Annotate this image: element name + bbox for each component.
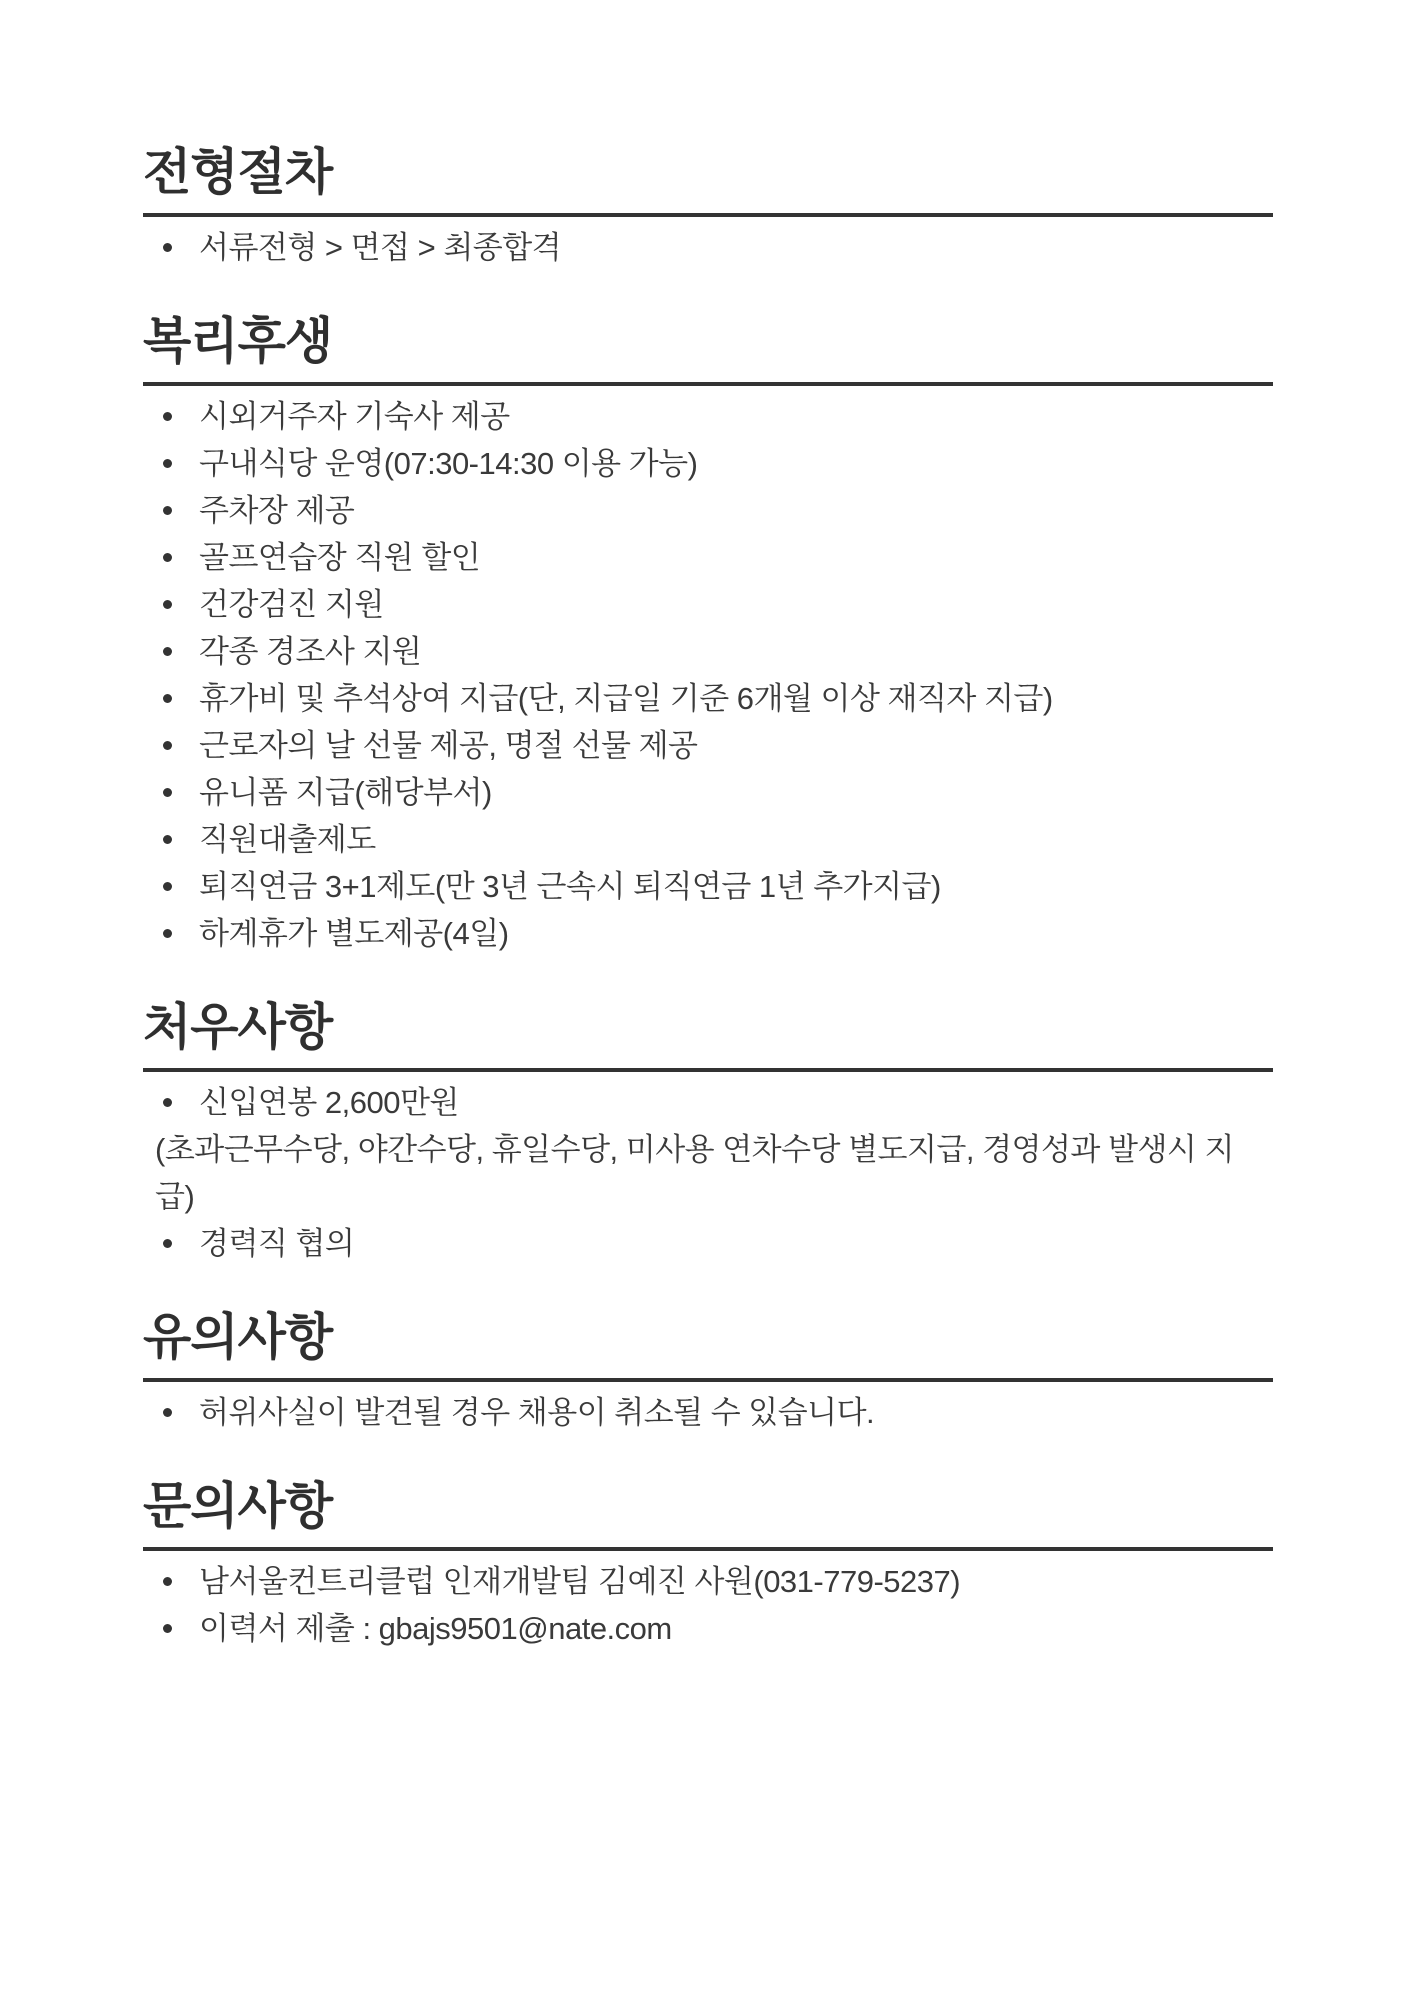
list-item: [143, 393, 1273, 440]
benefits-heading: 복리후생: [143, 313, 333, 369]
list-item: [143, 1389, 1273, 1436]
selection-process-list: [143, 224, 1273, 271]
list-item: [143, 722, 1273, 769]
notices-heading: 유의사항: [143, 1309, 333, 1365]
inquiries-heading: 문의사항: [143, 1478, 333, 1534]
list-item-text: 각종 경조사 지원: [199, 634, 422, 669]
list-item-text: 휴가비 및 추석상여 지급(단, 지급일 기준 6개월 이상 재직자 지급): [199, 681, 1053, 716]
resume-email-text: 이력서 제출 : gbajs9501@nate.com: [199, 1611, 672, 1646]
list-item: [143, 1605, 1273, 1652]
section-inquiries: [143, 1478, 1273, 1652]
inquiries-list: [143, 1558, 1273, 1652]
bullet-dot-icon: [163, 647, 172, 656]
compensation-heading: 처우사항: [143, 999, 333, 1055]
list-item: [143, 675, 1273, 722]
bullet-dot-icon: [163, 1577, 172, 1586]
section-compensation: [143, 999, 1273, 1267]
section-selection-process: [143, 144, 1273, 271]
salary-note: (초과근무수당, 야간수당, 휴일수당, 미사용 연차수당 별도지급, 경영성과 발생시 지급): [155, 1132, 1234, 1214]
notices-list: [143, 1389, 1273, 1436]
list-item-text: 하계휴가 별도제공(4일): [199, 916, 509, 951]
contact-person-text: 남서울컨트리클럽 인재개발팀 김예진 사원(031-779-5237): [199, 1564, 961, 1599]
selection-process-heading: 전형절차: [143, 144, 333, 200]
benefits-list: [143, 393, 1273, 957]
bullet-dot-icon: [163, 1239, 172, 1248]
bullet-dot-icon: [163, 1624, 172, 1633]
list-item: [143, 628, 1273, 675]
list-item-text: 경력직 협의: [199, 1226, 355, 1261]
bullet-dot-icon: [163, 1098, 172, 1107]
list-item-text: 근로자의 날 선물 제공, 명절 선물 제공: [199, 728, 698, 763]
list-item-text: 건강검진 지원: [199, 587, 384, 622]
list-item-text: 신입연봉 2,600만원: [199, 1085, 459, 1120]
list-item: [143, 440, 1273, 487]
list-item: [143, 816, 1273, 863]
list-item-text: 퇴직연금 3+1제도(만 3년 근속시 퇴직연금 1년 추가지급): [199, 869, 941, 904]
section-notices: [143, 1309, 1273, 1436]
list-item: [143, 534, 1273, 581]
list-item: [143, 1220, 1273, 1267]
bullet-dot-icon: [163, 412, 172, 421]
section-divider: [143, 1068, 1273, 1072]
bullet-dot-icon: [163, 835, 172, 844]
list-item: [143, 224, 1273, 271]
list-item: [143, 863, 1273, 910]
section-divider: [143, 382, 1273, 386]
list-item-text: 서류전형 > 면접 > 최종합격: [199, 230, 562, 265]
bullet-dot-icon: [163, 694, 172, 703]
bullet-dot-icon: [163, 1408, 172, 1417]
bullet-dot-icon: [163, 506, 172, 515]
list-item: [143, 1558, 1273, 1605]
list-item-text: 골프연습장 직원 할인: [199, 540, 481, 575]
section-benefits: [143, 313, 1273, 957]
bullet-dot-icon: [163, 929, 172, 938]
bullet-dot-icon: [163, 459, 172, 468]
compensation-list: [143, 1079, 1273, 1267]
list-item: [143, 581, 1273, 628]
list-item-text: 허위사실이 발견될 경우 채용이 취소될 수 있습니다.: [199, 1395, 875, 1430]
section-divider: [143, 1547, 1273, 1551]
list-item: [143, 487, 1273, 534]
list-item: [143, 769, 1273, 816]
bullet-dot-icon: [163, 882, 172, 891]
list-item-text: 직원대출제도: [199, 822, 376, 857]
bullet-dot-icon: [163, 600, 172, 609]
list-item: [143, 1079, 1273, 1220]
list-item-text: 구내식당 운영(07:30-14:30 이용 가능): [199, 446, 698, 481]
section-divider: [143, 1378, 1273, 1382]
bullet-dot-icon: [163, 553, 172, 562]
list-item-text: 시외거주자 기숙사 제공: [199, 399, 510, 434]
section-divider: [143, 213, 1273, 217]
bullet-dot-icon: [163, 788, 172, 797]
list-item-text: 유니폼 지급(해당부서): [199, 775, 492, 810]
bullet-dot-icon: [163, 243, 172, 252]
bullet-dot-icon: [163, 741, 172, 750]
list-item: [143, 910, 1273, 957]
list-item-text: 주차장 제공: [199, 493, 355, 528]
